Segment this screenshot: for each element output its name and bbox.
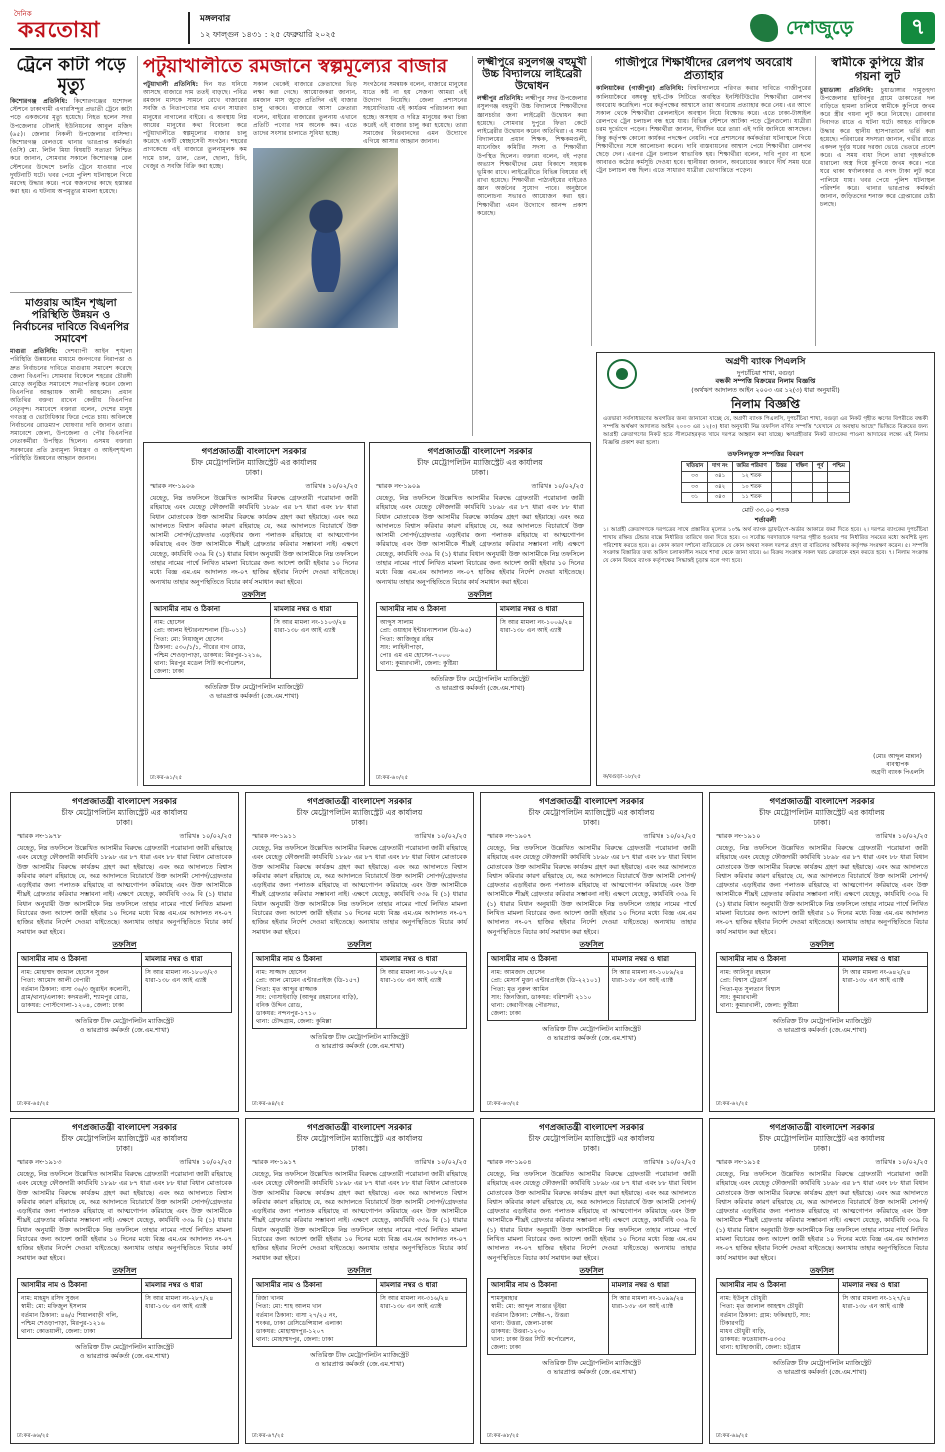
signer-office: ও ভারপ্রাপ্ত কর্মকর্তা (জে.এম.শাখা) xyxy=(777,1025,867,1034)
table-cell xyxy=(812,482,828,492)
tafsil-title: তফসিল xyxy=(112,939,137,949)
signer-title: ব্যবস্থাপক xyxy=(886,761,909,769)
col-case: মামলার নম্বর ও ধারা xyxy=(839,952,928,966)
notice-signature xyxy=(252,1033,467,1050)
notice-body: যেহেতু, নিম্ন তফসিলে উল্লেখিত আসামীর বিরুদ্ধে গ্রেফতারী পরোয়ানা জারী রহিয়াছে এবং যেহেতু ফৌজদারী কার্যবিধি ১৮৯৮ এর ৮৭ ধারা এবং ৮৮ ধারা বিধান মোতাবেক উক্ত আসামীর বিরুদ্ধে কার্যক্রম গ্রহণ করা হইয়াছে। এবং অত্র আদালতে বিশ্বাস করিবার কারণ রহিয়াছে যে, অত্র আদালতে বিচারার্থে উক্ত আসামী সোপর্দ/গ্রেফতার এড়াইবার জন্য পলাতক রহিয়াছে বা আত্মগোপন করিয়াছে এবং উক্ত আসামীকে শীঘ্রই গ্রেফতার করিবার সম্ভাবনা নাই। এক্ষণে যেহেতু, কার্যবিধি ৩৩৯ বি (১) ধারার বিধান অনুযায়ী উক্ত আসামীকে নিম্ন তফসিলে তাহার নামের পার্শ্বে লিখিত মামলা বিচারের জন্য আদেশ জারী হইবার ১০ দিনের মধ্যে বিজ্ঞ এম.এম আদালত নং-০৭ হাজির হইবার নির্দেশ দেওয়া যাইতেছে। অন্যথায় তাহার অনুপস্থিতিতে বিচার কার্য সমাধান করা হইবে। xyxy=(17,1170,232,1262)
notice-memo-row xyxy=(17,1158,232,1167)
paper-name: করতোয়া xyxy=(18,17,101,43)
table-header-row xyxy=(18,1278,232,1292)
court-notice xyxy=(369,442,591,786)
notice-body: যেহেতু, নিম্ন তফসিলে উল্লেখিত আসামীর বিরুদ্ধে গ্রেফতারী পরোয়ানা জারী রহিয়াছে এবং যেহেতু ফৌজদারী কার্যবিধি ১৮৯৮ এর ৮৭ ধারা এবং ৮৮ ধারা বিধান মোতাবেক উক্ত আসামীর বিরুদ্ধে কার্যক্রম গ্রহণ করা হইয়াছে। এবং অত্র আদালতে বিশ্বাস করিবার কারণ রহিয়াছে যে, অত্র আদালতে বিচারার্থে উক্ত আসামী সোপর্দ/গ্রেফতার এড়াইবার জন্য পলাতক রহিয়াছে বা আত্মগোপন করিয়াছে এবং উক্ত আসামীকে শীঘ্রই গ্রেফতার করিবার সম্ভাবনা নাই। এক্ষণে যেহেতু, কার্যবিধি ৩৩৯ বি (১) ধারার বিধান অনুযায়ী উক্ত আসামীকে নিম্ন তফসিলে তাহার নামের পার্শ্বে লিখিত মামলা বিচারের জন্য আদেশ জারী হইবার ১০ দিনের মধ্যে বিজ্ঞ এম.এম আদালত নং-০৭ হাজির হইবার নির্দেশ দেওয়া যাইতেছে। অন্যথায় তাহার অনুপস্থিতিতে বিচার কার্য সমাধান করা হইবে। xyxy=(716,844,928,936)
story-jewellery-robbery xyxy=(820,56,935,346)
story-body: বিশ্ববিদ্যালয়ে পরিণত করার দাবিতে গাজীপুরের কালিয়াকৈরে বঙ্গবন্ধু হাই-টেক সিটিতে অবস্থিত ইনস্টিটিউটের শিক্ষার্থীরা রেলপথ অবরোধ করেছিল। পরে কর্তৃপক্ষের আশ্বাসে তারা অবরোধ প্রত্যাহার করে নেয়। এর আগে সকাল থেকে শিক্ষার্থীরা রেললাইনে অবস্থান নিয়ে বিক্ষোভ করে। এতে ঢাকা-টাঙ্গাইল রেলপথে ট্রেন চলাচল বন্ধ হয়ে যায়। বিভিন্ন স্টেশনে আটকা পড়ে ট্রেনগুলো। যাত্রীরা চরম দুর্ভোগে পড়েন। শিক্ষার্থীরা জানান, দীর্ঘদিন ধরে তারা এই দাবি জানিয়ে আসছেন। কিন্তু কর্তৃপক্ষ কোনো কার্যকর পদক্ষেপ নেয়নি। পরে প্রশাসনের কর্মকর্তারা ঘটনাস্থলে গিয়ে শিক্ষার্থীদের সঙ্গে আলোচনা করেন। দাবি বাস্তবায়নের আশ্বাস পেয়ে শিক্ষার্থীরা রেলপথ ছেড়ে দেন। এরপর ট্রেন চলাচল স্বাভাবিক হয়। শিক্ষার্থীরা বলেন, দাবি পূরণ না হলে আবারও কঠোর কর্মসূচি দেওয়া হবে। স্থানীয়রা জানান, অবরোধের কারণে দীর্ঘ সময় ধরে ট্রেন চলাচল বন্ধ ছিল। এতে সাধারণ যাত্রীরা ভোগান্তিতে পড়েন। xyxy=(596,85,811,175)
ad-code: ঢা:কর-৬৭/২৫ xyxy=(252,1432,285,1439)
story-byline: কালিয়াকৈর (গাজীপুর) প্রতিনিধি: xyxy=(596,85,684,93)
case-details: সি আর মামলা নং-১০৮৭/২৪ ধারা-১৩৮ এন আই এ্যাক্ট xyxy=(377,967,467,1029)
notice-office: চীফ মেট্রোপলিটন ম্যাজিস্ট্রেট এর কার্যালয় xyxy=(528,1134,655,1144)
accused-details: শামসুন্নাহার স্বামী: মো: আব্দুল সাত্তার ভূঁইয়া বর্তমান ঠিকানা: সেক্টর-৭, উত্তরা থানা: উত্তরা, জেলা-ঢাকা ডাকঘর: উত্তরা-১২৩০ খানা: ঢাকা উত্তর সিটি কর্পোরেশন, জেলা: ঢাকা xyxy=(488,1293,609,1355)
accused-details: নাম: আনিসুর রহমান প্রো: বিশ্বাস ট্রেডার্স পিতা-মৃত সুলতান বিশ্বাস সাং: কুমারখালী থানা: কুমারখালী, জেলা: কুষ্টিয়া xyxy=(717,967,839,1013)
notice-memo-row xyxy=(716,832,928,841)
case-details: সি আর মামলা নং-১০৮৯/২৪ ধারা-১৩৮ এন আই এ্যাক্ট xyxy=(608,967,695,1021)
signer-office: ও ভারপ্রাপ্ত কর্মকর্তা (জে.এম.শাখা) xyxy=(79,1025,170,1034)
court-notice xyxy=(10,1118,239,1444)
table-header-row xyxy=(717,952,928,966)
accused-details: নাম: হোসেন প্রো: আলম ইন্টারন্যাশনাল (ডি-০১১) পিতা: মো: নিয়াজুল হোসেন ঠিকানা: ৫৩০/১/১, পীরের বাগ রোড, পশ্চিম শেওড়াপাড়া, ডাকঘর: মিরপুর-১২১৬, থানা: মিরপুর মডেল সিটি কর্পোরেশন, জেলা: ঢাকা xyxy=(151,617,271,679)
table-cell xyxy=(791,472,812,482)
signer-title: অতিরিক্ত চীফ মেট্রোপলিটন ম্যাজিস্ট্রেট xyxy=(772,1017,872,1026)
notice-city: ঢাকা। xyxy=(116,818,133,828)
accused-table xyxy=(252,1278,467,1347)
court-notice xyxy=(709,1118,935,1444)
table-header: দক্ষিণ xyxy=(791,462,812,472)
table-row xyxy=(682,482,850,492)
accused-details: নাম: মোহাম্মদ জামাল হোসেন সুজন পিতা: আমোদ আলী বেপারী বর্তমান ঠিকানা: বাসা ৩৬/৩ জুরাইন কলোনী, গ্রাম/থানা/এলাকা: কদমতলী, শ্যামপুর রোড, ডাকঘর: পোস্টগোলা-১২০৪, জেলা: ঢাকা xyxy=(18,967,142,1013)
story-body: চুয়াডাঙ্গার দামুড়হুদা উপজেলার হাবিবপুর গ্রামে ডাকাতের দল বাড়িতে হামলা চালিয়ে স্বামীকে কুপিয়ে জখম করে স্ত্রীর গয়না লুট করে নিয়েছে। রোববার দিবাগত রাতে এ ঘটনা ঘটে। আহত ব্যক্তিকে উদ্ধার করে স্থানীয় হাসপাতালে ভর্তি করা হয়েছে। পরিবারের সদস্যরা জানান, গভীর রাতে একদল দুর্বৃত্ত ঘরের দরজা ভেঙে ভেতরে প্রবেশ করে। এ সময় বাধা দিলে তারা গৃহকর্তাকে ধারালো অস্ত্র দিয়ে কুপিয়ে জখম করে। পরে ঘরে থাকা স্বর্ণালংকার ও নগদ টাকা লুট করে পালিয়ে যায়। খবর পেয়ে পুলিশ ঘটনাস্থল পরিদর্শন করে। থানার ভারপ্রাপ্ত কর্মকর্তা জানান, জড়িতদের শনাক্ত করে গ্রেপ্তারের চেষ্টা চলছে। xyxy=(820,86,935,209)
court-notice xyxy=(245,1118,474,1444)
story-magura-rally xyxy=(10,297,132,785)
story-headline: গাজীপুরে শিক্ষার্থীদের রেলপথ অবরোধ প্রত্যাহার xyxy=(614,56,793,83)
story-body: লক্ষ্মীপুর সদর উপজেলার রসুলগঞ্জ বহুমুখী উচ্চ বিদ্যালয়ে শিক্ষার্থীদের জ্ঞানচর্চার জন্য লাইব্রেরী উদ্বোধন করা হয়েছে। সোমবার দুপুরে ফিতা কেটে লাইব্রেরীর উদ্বোধন করেন অতিথিরা। এ সময় বিদ্যালয়ের প্রধান শিক্ষক, শিক্ষকমণ্ডলী, ম্যানেজিং কমিটির সদস্য ও শিক্ষার্থীরা উপস্থিত ছিলেন। বক্তারা বলেন, বই পড়ার অভ্যাস শিক্ষার্থীদের মেধা বিকাশে সহায়ক ভূমিকা রাখে। লাইব্রেরীতে বিভিন্ন বিষয়ের বই রাখা হয়েছে। শিক্ষার্থীরা পাঠ্যবইয়ের বাইরেও জ্ঞান অর্জনের সুযোগ পাবে। অনুষ্ঠানে আলোচনা সভারও আয়োজন করা হয়। শিক্ষার্থীরা এমন উদ্যোগে আনন্দ প্রকাশ করেছে। xyxy=(477,95,587,217)
notice-government: গণপ্রজাতন্ত্রী বাংলাদেশ সরকার xyxy=(307,797,412,807)
table-cell: ১২ শতক xyxy=(732,472,771,482)
notice-city: ঢাকা। xyxy=(471,468,489,478)
table-cell xyxy=(812,472,828,482)
tafsil-title: তফসিল xyxy=(112,1265,137,1275)
story-body: দিন যত ঘনিয়ে আসছে বাজারে দাম ততই বাড়ছে। পবিত্র রমজান মাসকে সামনে রেখে বাজারের সবজি ও নিত্যপণ্যের দাম এখন সাধারণ মানুষের নাগালের বাইরে। এ অবস্থায় নিম্ন আয়ের মানুষের কথা বিবেচনা করে পটুয়াখালীতে স্বল্পমূল্যের বাজার চালু করেছে একটি স্বেচ্ছাসেবী সংগঠন। শহরের প্রাণকেন্দ্রে এই বাজারে তুলনামূলক কম দামে চাল, ডাল, তেল, ছোলা, চিনি, খেজুর ও সবজি বিক্রি করা হচ্ছে। xyxy=(143,80,247,170)
table-cell xyxy=(812,492,828,502)
notice-body: যেহেতু, নিম্ন তফসিলে উল্লেখিত আসামীর বিরুদ্ধে গ্রেফতারী পরোয়ানা জারী রহিয়াছে এবং যেহেতু ফৌজদারী কার্যবিধি ১৮৯৮ এর ৮৭ ধারা এবং ৮৮ ধারা বিধান মোতাবেক উক্ত আসামীর বিরুদ্ধে কার্যক্রম গ্রহণ করা হইয়াছে। এবং অত্র আদালতে বিশ্বাস করিবার কারণ রহিয়াছে যে, অত্র আদালতে বিচারার্থে উক্ত আসামী সোপর্দ/গ্রেফতার এড়াইবার জন্য পলাতক রহিয়াছে বা আত্মগোপন করিয়াছে এবং উক্ত আসামীকে শীঘ্রই গ্রেফতার করিবার সম্ভাবনা নাই। এক্ষণে যেহেতু, কার্যবিধি ৩৩৯ বি (১) ধারার বিধান অনুযায়ী উক্ত আসামীকে নিম্ন তফসিলে তাহার নামের পার্শ্বে লিখিত মামলা বিচারের জন্য আদেশ জারী হইবার ১০ দিনের মধ্যে বিজ্ঞ এম.এম আদালত নং-০৭ হাজির হইবার নির্দেশ দেওয়া যাইতেছে। অন্যথায় তাহার অনুপস্থিতিতে বিচার কার্য সমাধান করা হইবে। xyxy=(716,1170,928,1262)
masthead-divider xyxy=(188,12,190,44)
memo-number: স্মারক নং-১৯০৪ xyxy=(487,1158,532,1167)
notice-memo-row xyxy=(150,482,358,491)
property-table-caption: তফসিলভুক্ত সম্পত্তির বিবরণ xyxy=(727,449,804,458)
notice-office: চীফ মেট্রোপলিটন ম্যাজিস্ট্রেট এর কার্যালয় xyxy=(61,1134,188,1144)
table-header-row xyxy=(253,952,467,966)
notice-signature xyxy=(716,1359,928,1376)
notice-city: ঢাকা। xyxy=(351,1144,368,1154)
col-accused: আসামীর নাম ও ঠিকানা xyxy=(488,952,609,966)
ad-code: ঢা:কর-৬৩/২৫ xyxy=(487,1100,520,1107)
table-row xyxy=(18,1293,232,1339)
col-accused: আসামীর নাম ও ঠিকানা xyxy=(377,602,497,616)
signer-office: ও ভারপ্রাপ্ত কর্মকর্তা (জে.এম.শাখা) xyxy=(314,1041,405,1050)
notice-government: গণপ্রজাতন্ত্রী বাংলাদেশ সরকার xyxy=(539,1123,644,1133)
table-cell: ৩৪১ xyxy=(708,472,732,482)
notice-signature xyxy=(17,1343,232,1360)
story-gazipur-blockade xyxy=(596,56,811,346)
notice-memo-row xyxy=(252,832,467,841)
story-byline: লক্ষ্মীপুর প্রতিনিধি: xyxy=(477,95,524,103)
bank-signature xyxy=(871,753,924,777)
case-details: সি আর মামলা নং-৬৪২/২৪ ধারা-১৩৮ এন আই এ্যাক্ট xyxy=(839,967,928,1013)
column-divider xyxy=(137,56,138,786)
notice-city: ঢাকা। xyxy=(116,1144,133,1154)
memo-date: তারিখঃ ১০/০২/২৫ xyxy=(414,832,467,841)
court-notice xyxy=(245,792,474,1112)
signer-title: অতিরিক্ত চীফ মেট্রোপলিটন ম্যাজিস্ট্রেট xyxy=(75,1343,174,1352)
market-photo xyxy=(253,148,398,328)
case-details: সি আর মামলা নং-১০০৯/২৪ ধারা-১৩৮ এন আই এ্যাক্ট xyxy=(497,617,584,671)
tafsil-title: তফসিল xyxy=(579,939,604,949)
story-headline: স্বামীকে কুপিয়ে স্ত্রীর গয়না লুট xyxy=(831,56,924,83)
signer-title: অতিরিক্ত চীফ মেট্রোপলিটন ম্যাজিস্ট্রেট xyxy=(310,1033,409,1042)
ad-code: ঢা:কর-৬১/২৫ xyxy=(150,774,183,781)
tafsil-title: তফসিল xyxy=(347,1265,372,1275)
signer-office: ও ভারপ্রাপ্ত কর্মকর্তা (জে.এম.শাখা) xyxy=(314,1359,405,1368)
notice-signature xyxy=(376,675,584,692)
table-cell xyxy=(828,492,849,502)
memo-number: স্মারক নং-১৯০৭ xyxy=(487,832,532,841)
table-cell xyxy=(828,472,849,482)
notice-government: গণপ্রজাতন্ত্রী বাংলাদেশ সরকার xyxy=(72,797,177,807)
story-headline: লক্ষ্মীপুরে রসুলগঞ্জ বহুমুখী উচ্চ বিদ্যালয়ে লাইব্রেরী উদ্বোধন xyxy=(477,56,587,93)
court-notice xyxy=(143,442,365,786)
memo-number: স্মারক নং-১৯৭৮ xyxy=(17,832,62,841)
memo-number: স্মারক নং-১৯১৭ xyxy=(252,1158,297,1167)
signer-office: ও ভারপ্রাপ্ত কর্মকর্তা (জে.এম.শাখা) xyxy=(209,691,299,700)
column-divider xyxy=(815,56,816,346)
ad-code: ঢা:কর-৬৫/২৫ xyxy=(17,1100,50,1107)
table-row xyxy=(253,967,467,1029)
accused-table xyxy=(150,602,358,680)
col-accused: আসামীর নাম ও ঠিকানা xyxy=(717,1278,839,1292)
property-total: মোট ৩৩.০০ শতক xyxy=(741,505,790,514)
case-details: সি আর মামলা নং-১২৭/২৪ ধারা-১৩৮ এন আই এ্যাক্ট xyxy=(839,1293,928,1355)
table-header-row xyxy=(253,1278,467,1292)
issue-date: ১২ ফাল্গুন ১৪৩১ : ২৫ ফেব্রুয়ারি ২০২৫ xyxy=(200,30,336,39)
col-case: মামলার নম্বর ও ধারা xyxy=(271,602,358,616)
table-header: উত্তর xyxy=(771,462,791,472)
tafsil-title: তফসিল xyxy=(241,589,267,599)
table-row xyxy=(717,1293,928,1355)
table-row xyxy=(253,1293,467,1347)
table-header: দাগ নং xyxy=(708,462,732,472)
table-cell xyxy=(771,482,791,492)
story-train-accident xyxy=(10,56,132,288)
notice-city: ঢাকা। xyxy=(583,1144,600,1154)
memo-date: তারিখঃ ১০/০২/২৫ xyxy=(643,1158,696,1167)
table-row xyxy=(682,492,850,502)
signer-title: অতিরিক্ত চীফ মেট্রোপলিটন ম্যাজিস্ট্রেট xyxy=(542,1025,641,1034)
table-header-row xyxy=(488,1278,696,1292)
issue-day: মঙ্গলবার xyxy=(200,14,231,24)
table-header-row xyxy=(717,1278,928,1292)
table-header: পূর্ব xyxy=(812,462,828,472)
signer-office: ও ভারপ্রাপ্ত কর্মকর্তা (জে.এম.শাখা) xyxy=(546,1033,637,1042)
story-lakshmipur-library xyxy=(477,56,587,436)
notice-memo-row xyxy=(252,1158,467,1167)
col-case: মামলার নম্বর ও ধারা xyxy=(377,1278,467,1292)
signer-branch: অগ্রণী ব্যাংক পিএলসি xyxy=(871,769,924,777)
bank-logo-icon xyxy=(607,359,637,389)
col-case: মামলার নম্বর ও ধারা xyxy=(377,952,467,966)
notice-office: চীফ মেট্রোপলিটন ম্যাজিস্ট্রেট এর কার্যালয় xyxy=(61,808,188,818)
bank-branch: দুপচাঁচিয়া শাখা, বগুড়া xyxy=(736,368,795,377)
notice-body: যেহেতু, নিম্ন তফসিলে উল্লেখিত আসামীর বিরুদ্ধে গ্রেফতারী পরোয়ানা জারী রহিয়াছে এবং যেহেতু ফৌজদারী কার্যবিধি ১৮৯৮ এর ৮৭ ধারা এবং ৮৮ ধারা বিধান মোতাবেক উক্ত আসামীর বিরুদ্ধে কার্যক্রম গ্রহণ করা হইয়াছে। এবং অত্র আদালতে বিশ্বাস করিবার কারণ রহিয়াছে যে, অত্র আদালতে বিচারার্থে উক্ত আসামী সোপর্দ/গ্রেফতার এড়াইবার জন্য পলাতক রহিয়াছে বা আত্মগোপন করিয়াছে এবং উক্ত আসামীকে শীঘ্রই গ্রেফতার করিবার সম্ভাবনা নাই। এক্ষণে যেহেতু, কার্যবিধি ৩৩৯ বি (১) ধারার বিধান অনুযায়ী উক্ত আসামীকে নিম্ন তফসিলে তাহার নামের পার্শ্বে লিখিত মামলা বিচারের জন্য আদেশ জারী হইবার ১০ দিনের মধ্যে বিজ্ঞ এম.এম আদালত নং-০৭ হাজির হইবার নির্দেশ দেওয়া যাইতেছে। অন্যথায় তাহার অনুপস্থিতিতে বিচার কার্য সমাধান করা হইবে। xyxy=(376,494,584,586)
property-table xyxy=(681,461,850,503)
ad-code: ক/বগুড়া-১৮/২৫ xyxy=(603,773,641,780)
story-headline: মাগুরায় আইন শৃঙ্খলা পরিস্থিতি উন্নয়ন ও নির্বাচনের দাবিতে বিএনপির সমাবেশ xyxy=(13,297,129,346)
notice-office: চীফ মেট্রোপলিটন ম্যাজিস্ট্রেট এর কার্যালয় xyxy=(759,1134,885,1144)
notice-government: গণপ্রজাতন্ত্রী বাংলাদেশ সরকার xyxy=(201,447,307,457)
table-header-row xyxy=(488,952,696,966)
notice-government: গণপ্রজাতন্ত্রী বাংলাদেশ সরকার xyxy=(427,447,533,457)
col-case: মামলার নম্বর ও ধারা xyxy=(608,952,695,966)
newspaper-logo xyxy=(10,10,180,46)
table-cell: ১০ শতক xyxy=(732,482,771,492)
signer-name: (মোঃ আব্দুল মান্নান) xyxy=(873,753,922,761)
notice-office: চীফ মেট্রোপলিটন ম্যাজিস্ট্রেট এর কার্যালয় xyxy=(296,1134,423,1144)
col-accused: আসামীর নাম ও ঠিকানা xyxy=(18,1278,142,1292)
story-body: দেশব্যাপী আইন শৃঙ্খলা পরিস্থিতি উন্নয়নের মাধ্যমে জনগণের নিরাপত্তা ও দ্রুত নির্বাচনের দাবিতে মাগুরায় সমাবেশ করেছে জেলা বিএনপি। সোমবার বিকেলে শহরের চৌরঙ্গী মোড়ে অনুষ্ঠিত সমাবেশে সভাপতিত্ব করেন জেলা বিএনপির আহ্বায়ক আলী আহমেদ। প্রধান অতিথির বক্তব্য রাখেন কেন্দ্রীয় বিএনপির নেতৃবৃন্দ। সমাবেশে বক্তারা বলেন, দেশের মানুষ গণতন্ত্র ও ভোটাধিকার ফিরে পেতে চায়। অবিলম্বে নির্বাচনের রোডম্যাপ ঘোষণার দাবি জানান তারা। সমাবেশে জেলা, উপজেলা ও পৌর বিএনপির নেতাকর্মীরা উপস্থিত ছিলেন। এসময় বক্তারা সরকারের প্রতি দ্রব্যমূল্য নিয়ন্ত্রণ ও আইনশৃঙ্খলা পরিস্থিতি উন্নয়নের আহ্বান জানান। xyxy=(10,348,132,462)
story-byline: মাগুরা প্রতিনিধি: xyxy=(10,348,58,356)
table-cell: ৩৩ xyxy=(682,472,708,482)
case-details: সি আর মামলা নং-২৮৭/২৪ ধারা-১৩৮ এন আই এ্যাক্ট xyxy=(142,1293,232,1339)
notice-signature xyxy=(487,1025,696,1042)
notice-signature xyxy=(150,683,358,700)
case-details: সি আর মামলা নং-৩১৬/২৪ ধারা-১৩৮ এন আই এ্যাক্ট xyxy=(377,1293,467,1347)
table-row xyxy=(488,967,696,1021)
col-accused: আসামীর নাম ও ঠিকানা xyxy=(488,1278,609,1292)
memo-date: তারিখঃ ১০/০২/২৫ xyxy=(531,482,584,491)
court-notice xyxy=(480,1118,703,1444)
signer-title: অতিরিক্ত চীফ মেট্রোপলিটন ম্যাজিস্ট্রেট xyxy=(75,1017,174,1026)
tafsil-title: তফসিল xyxy=(579,1265,604,1275)
notice-memo-row xyxy=(487,1158,696,1167)
story-headline: পটুয়াখালীতে রমজানে স্বল্পমূল্যের বাজার xyxy=(143,56,468,78)
table-row xyxy=(151,617,358,679)
auction-title: নিলাম বিজ্ঞপ্তি xyxy=(731,397,800,412)
col-accused: আসামীর নাম ও ঠিকানা xyxy=(253,952,377,966)
memo-date: তারিখঃ ১০/০২/২৫ xyxy=(643,832,696,841)
tafsil-title: তফসিল xyxy=(809,939,835,949)
signer-office: ও ভারপ্রাপ্ত কর্মকর্তা (জে.এম.শাখা) xyxy=(546,1367,637,1376)
table-cell xyxy=(791,492,812,502)
notice-office: চীফ মেট্রোপলিটন ম্যাজিস্ট্রেট এর কার্যালয় xyxy=(759,808,885,818)
case-details: সি আর মামলা নং-১১০৩/২৪ ধারা-১৩৮ এন আই এ্যাক্ট xyxy=(271,617,358,679)
notice-city: ঢাকা। xyxy=(245,468,263,478)
col-accused: আসামীর নাম ও ঠিকানা xyxy=(18,952,142,966)
notice-government: গণপ্রজাতন্ত্রী বাংলাদেশ সরকার xyxy=(769,797,875,807)
notice-body: যেহেতু, নিম্ন তফসিলে উল্লেখিত আসামীর বিরুদ্ধে গ্রেফতারী পরোয়ানা জারী রহিয়াছে এবং যেহেতু ফৌজদারী কার্যবিধি ১৮৯৮ এর ৮৭ ধারা এবং ৮৮ ধারা বিধান মোতাবেক উক্ত আসামীর বিরুদ্ধে কার্যক্রম গ্রহণ করা হইয়াছে। এবং অত্র আদালতে বিশ্বাস করিবার কারণ রহিয়াছে যে, অত্র আদালতে বিচারার্থে উক্ত আসামী সোপর্দ/গ্রেফতার এড়াইবার জন্য পলাতক রহিয়াছে বা আত্মগোপন করিয়াছে এবং উক্ত আসামীকে শীঘ্রই গ্রেফতার করিবার সম্ভাবনা নাই। এক্ষণে যেহেতু, কার্যবিধি ৩৩৯ বি (১) ধারার বিধান অনুযায়ী উক্ত আসামীকে নিম্ন তফসিলে তাহার নামের পার্শ্বে লিখিত মামলা বিচারের জন্য আদেশ জারী হইবার ১০ দিনের মধ্যে বিজ্ঞ এম.এম আদালত নং-০৭ হাজির হইবার নির্দেশ দেওয়া যাইতেছে। অন্যথায় তাহার অনুপস্থিতিতে বিচার কার্য সমাধান করা হইবে। xyxy=(487,844,696,936)
accused-table xyxy=(487,1278,696,1356)
notice-city: ঢাকা। xyxy=(351,818,368,828)
notice-government: গণপ্রজাতন্ত্রী বাংলাদেশ সরকার xyxy=(769,1123,875,1133)
notice-memo-row xyxy=(487,832,696,841)
notice-city: ঢাকা। xyxy=(813,1144,831,1154)
story-headline: ট্রেনে কাটা পড়ে মৃত্যু xyxy=(16,56,126,95)
col-case: মামলার নম্বর ও ধারা xyxy=(839,1278,928,1292)
col-case: মামলার নম্বর ও ধারা xyxy=(608,1278,695,1292)
table-cell xyxy=(771,492,791,502)
memo-date: তারিখঃ ১০/০২/২৫ xyxy=(875,832,928,841)
notice-office: চীফ মেট্রোপলিটন ম্যাজিস্ট্রেট এর কার্যালয় xyxy=(191,458,317,468)
col-accused: আসামীর নাম ও ঠিকানা xyxy=(717,952,839,966)
notice-signature xyxy=(17,1017,232,1034)
bangladesh-map-icon xyxy=(750,14,778,42)
ad-code: ঢা:কর-৬৯/২৫ xyxy=(716,1432,749,1439)
signer-title: অতিরিক্ত চীফ মেট্রোপলিটন ম্যাজিস্ট্রেট xyxy=(430,675,530,684)
table-row xyxy=(18,967,232,1013)
signer-title: অতিরিক্ত চীফ মেট্রোপলিটন ম্যাজিস্ট্রেট xyxy=(204,683,304,692)
signer-office: ও ভারপ্রাপ্ত কর্মকর্তা (জে.এম.শাখা) xyxy=(435,683,525,692)
signer-office: ও ভারপ্রাপ্ত কর্মকর্তা (জে.এম.শাখা) xyxy=(79,1351,170,1360)
notice-signature xyxy=(716,1017,928,1034)
terms-body: ১। আগ্রহী ক্রেতাগণকে দরপত্রের সাথে প্রস্তাবিত মূল্যের ১০% অর্থ ব্যাংক ড্রাফট/পে-অর্ডার আকারে জমা দিতে হবে। ২। দরপত্র ব্যাংকের দুপচাঁচিয়া শাখায় রক্ষিত টেন্ডার বাক্সে নির্ধারিত তারিখে জমা দিতে হবে। ৩। সর্বোচ্চ দরদাতাকে দরপত্র গৃহীত হওয়ার পর নির্ধারিত সময়ের মধ্যে অবশিষ্ট মূল্য পরিশোধ করতে হবে। ৪। কোন কারণ দর্শানো ব্যতিরেকে যে কোন অথবা সকল দরপত্র গ্রহণ বা বাতিলের অধিকার কর্তৃপক্ষ সংরক্ষণ করেন। ৫। সম্পত্তি সংক্রান্ত বিস্তারিত তথ্য অফিস চলাকালীন সময়ে শাখা থেকে জানা যাবে। ৬। বিক্রয় সংক্রান্ত সকল খরচ ক্রেতাকে বহন করতে হবে। ৭। নিলাম সংক্রান্ত যে কোন বিষয়ে ব্যাংক কর্তৃপক্ষের সিদ্ধান্তই চূড়ান্ত বলে গণ্য হবে। xyxy=(603,526,928,565)
accused-details: আব্দুস সালাম প্রো: ওয়াহাব ইন্টারন্যাশনাল (ডি-৯৫) পিতা: আজিজুর রহিম সাং: লাহিনীপাড়া, পোঃ এম এম হোসেন-৭০০০ থানা: কুমারখালী, জেলা: কুষ্টিয়া xyxy=(377,617,497,671)
story-body: কিশোরগঞ্জের যশোদল স্টেশনে ঢাকাগামী এগারসিন্দুর প্রভাতী ট্রেনে কাটা পড়ে একজনের মৃত্যু হয়েছে। নিহত হলেন সদর উপজেলার বৌলাই ইউনিয়নের আবুল মজিদ (৬৫)। জেলার নিকলী উপজেলার বাসিন্দা। কিশোরগঞ্জ রেলওয়ে থানার ভারপ্রাপ্ত কর্মকর্তা (ওসি) মো. লিটন মিয়া বিষয়টি সত্যতা নিশ্চিত করে জানান, সোমবার সকালে কিশোরগঞ্জ রেল স্টেশনের উদ্দেশে চলতি ট্রেনে যাওয়ার পথে দুর্ঘটনাটি ঘটে। খবর পেয়ে পুলিশ ঘটনাস্থলে গিয়ে মরদেহ উদ্ধার করে। পরে স্বজনদের কাছে হস্তান্তর করা হয়। এ ঘটনায় অপমৃত্যুর মামলা হয়েছে। xyxy=(10,98,132,196)
page-number: ৭ xyxy=(901,12,935,44)
notice-city: ঢাকা। xyxy=(813,818,831,828)
notice-government: গণপ্রজাতন্ত্রী বাংলাদেশ সরকার xyxy=(72,1123,177,1133)
paper-small-label: দৈনিক xyxy=(14,10,32,18)
signer-title: অতিরিক্ত চীফ মেট্রোপলিটন ম্যাজিস্ট্রেট xyxy=(310,1351,409,1360)
table-row xyxy=(377,617,584,671)
ad-code: ঢা:কর-৬৮/২৫ xyxy=(487,1432,520,1439)
memo-date: তারিখঃ ১০/০২/২৫ xyxy=(305,482,358,491)
accused-table xyxy=(17,952,232,1013)
story-body: সকাল থেকেই বাজারে ক্রেতাদের ভিড় লক্ষ্য করা গেছে। আয়োজকরা জানান, রমজান মাস জুড়ে প্রতিদিন এই বাজার চালু থাকবে। বাজারে আসা ক্রেতারা বলেন, বাইরের বাজারের তুলনায় এখানে প্রতিটি পণ্যের দাম অনেক কম। এতে তাদের সংসার চালাতে সুবিধা হচ্ছে। xyxy=(253,80,357,137)
tafsil-title: তফসিল xyxy=(467,589,493,599)
notice-body: যেহেতু, নিম্ন তফসিলে উল্লেখিত আসামীর বিরুদ্ধে গ্রেফতারী পরোয়ানা জারী রহিয়াছে এবং যেহেতু ফৌজদারী কার্যবিধি ১৮৯৮ এর ৮৭ ধারা এবং ৮৮ ধারা বিধান মোতাবেক উক্ত আসামীর বিরুদ্ধে কার্যক্রম গ্রহণ করা হইয়াছে। এবং অত্র আদালতে বিশ্বাস করিবার কারণ রহিয়াছে যে, অত্র আদালতে বিচারার্থে উক্ত আসামী সোপর্দ/গ্রেফতার এড়াইবার জন্য পলাতক রহিয়াছে বা আত্মগোপন করিয়াছে এবং উক্ত আসামীকে শীঘ্রই গ্রেফতার করিবার সম্ভাবনা নাই। এক্ষণে যেহেতু, কার্যবিধি ৩৩৯ বি (১) ধারার বিধান অনুযায়ী উক্ত আসামীকে নিম্ন তফসিলে তাহার নামের পার্শ্বে লিখিত মামলা বিচারের জন্য আদেশ জারী হইবার ১০ দিনের মধ্যে বিজ্ঞ এম.এম আদালত নং-০৭ হাজির হইবার নির্দেশ দেওয়া যাইতেছে। অন্যথায় তাহার অনুপস্থিতিতে বিচার কার্য সমাধান করা হইবে। xyxy=(150,494,358,586)
accused-details: নাম: ইউনুস চৌধুরী পিতা: মৃত জালাল আহম্মদ চৌধুরী বর্তমান ঠিকানা: গ্রাম: ফকিরহাট, সাং: টিকারগট্টি মাধব চৌধুরী বাড়ি, ডাকঘর: ফতেয়াবাদ-৪৩৩৫ থানা: হাটহাজারী, জেলা: চট্টগ্রাম xyxy=(717,1293,839,1355)
notice-office: চীফ মেট্রোপলিটন ম্যাজিস্ট্রেট এর কার্যালয় xyxy=(296,808,423,818)
notice-city: ঢাকা। xyxy=(583,818,600,828)
signer-title: অতিরিক্ত চীফ মেট্রোপলিটন ম্যাজিস্ট্রেট xyxy=(772,1359,872,1368)
col-accused: আসামীর নাম ও ঠিকানা xyxy=(151,602,271,616)
court-notice xyxy=(709,792,935,1112)
story-byline: চুয়াডাঙ্গা প্রতিনিধি: xyxy=(820,86,874,94)
accused-table xyxy=(487,952,696,1021)
section-banner xyxy=(720,12,935,44)
signer-office: ও ভারপ্রাপ্ত কর্মকর্তা (জে.এম.শাখা) xyxy=(777,1367,867,1376)
notice-signature xyxy=(252,1351,467,1368)
table-header-row xyxy=(151,602,358,616)
bank-notice-law: (অর্থঋণ আদালত আইন ২০০৩ এর ১২(৩) ধারা অনুযায়ী) xyxy=(691,386,840,395)
tafsil-title: তফসিল xyxy=(347,939,372,949)
memo-date: তারিখঃ ১০/০২/২৫ xyxy=(179,832,232,841)
memo-number: স্মারক নং-১৯১৩ xyxy=(17,1158,62,1167)
table-cell xyxy=(828,482,849,492)
table-cell: ৩১ xyxy=(682,492,708,502)
case-details: সি আর মামলা নং-১০৯৯/২৪ ধারা-১৩৮ এন আই এ্যাক্ট xyxy=(608,1293,695,1355)
accused-details: নাম: মাহমুদ রসিদ সুজন স্বামী: মো: মফিজুল ইসলাম বর্তমান ঠিকানা: ৪৬/৫ শিয়ালবাড়ী গলি, পশ্চিম শেওড়াপাড়া, মিরপুর-১২১৬ থানা: কোতয়ালী, জেলা: ঢাকা xyxy=(18,1293,142,1339)
memo-date: তারিখঃ ১০/০২/২৫ xyxy=(414,1158,467,1167)
memo-number: স্মারক নং-১৯১০ xyxy=(716,832,761,841)
column-divider xyxy=(591,56,592,346)
memo-number: স্মারক নং-১৯১১ xyxy=(252,832,297,841)
table-header: পশ্চিম xyxy=(828,462,849,472)
col-case: মামলার নম্বর ও ধারা xyxy=(142,952,232,966)
bank-notice-subtitle: বন্ধকী সম্পত্তি বিক্রয়ের নিলাম বিজ্ঞপ্তি xyxy=(715,377,816,386)
masthead xyxy=(10,8,935,50)
table-row xyxy=(488,1293,696,1355)
accused-table xyxy=(252,952,467,1030)
notice-government: গণপ্রজাতন্ত্রী বাংলাদেশ সরকার xyxy=(307,1123,412,1133)
court-notice xyxy=(480,792,703,1112)
notice-body: যেহেতু, নিম্ন তফসিলে উল্লেখিত আসামীর বিরুদ্ধে গ্রেফতারী পরোয়ানা জারী রহিয়াছে এবং যেহেতু ফৌজদারী কার্যবিধি ১৮৯৮ এর ৮৭ ধারা এবং ৮৮ ধারা বিধান মোতাবেক উক্ত আসামীর বিরুদ্ধে কার্যক্রম গ্রহণ করা হইয়াছে। এবং অত্র আদালতে বিশ্বাস করিবার কারণ রহিয়াছে যে, অত্র আদালতে বিচারার্থে উক্ত আসামী সোপর্দ/গ্রেফতার এড়াইবার জন্য পলাতক রহিয়াছে বা আত্মগোপন করিয়াছে এবং উক্ত আসামীকে শীঘ্রই গ্রেফতার করিবার সম্ভাবনা নাই। এক্ষণে যেহেতু, কার্যবিধি ৩৩৯ বি (১) ধারার বিধান অনুযায়ী উক্ত আসামীকে নিম্ন তফসিলে তাহার নামের পার্শ্বে লিখিত মামলা বিচারের জন্য আদেশ জারী হইবার ১০ দিনের মধ্যে বিজ্ঞ এম.এম আদালত নং-০৭ হাজির হইবার নির্দেশ দেওয়া যাইতেছে। অন্যথায় তাহার অনুপস্থিতিতে বিচার কার্য সমাধান করা হইবে। xyxy=(17,844,232,936)
notice-body: যেহেতু, নিম্ন তফসিলে উল্লেখিত আসামীর বিরুদ্ধে গ্রেফতারী পরোয়ানা জারী রহিয়াছে এবং যেহেতু ফৌজদারী কার্যবিধি ১৮৯৮ এর ৮৭ ধারা এবং ৮৮ ধারা বিধান মোতাবেক উক্ত আসামীর বিরুদ্ধে কার্যক্রম গ্রহণ করা হইয়াছে। এবং অত্র আদালতে বিশ্বাস করিবার কারণ রহিয়াছে যে, অত্র আদালতে বিচারার্থে উক্ত আসামী সোপর্দ/গ্রেফতার এড়াইবার জন্য পলাতক রহিয়াছে বা আত্মগোপন করিয়াছে এবং উক্ত আসামীকে শীঘ্রই গ্রেফতার করিবার সম্ভাবনা নাই। এক্ষণে যেহেতু, কার্যবিধি ৩৩৯ বি (১) ধারার বিধান অনুযায়ী উক্ত আসামীকে নিম্ন তফসিলে তাহার নামের পার্শ্বে লিখিত মামলা বিচারের জন্য আদেশ জারী হইবার ১০ দিনের মধ্যে বিজ্ঞ এম.এম আদালত নং-০৭ হাজির হইবার নির্দেশ দেওয়া যাইতেছে। অন্যথায় তাহার অনুপস্থিতিতে বিচার কার্য সমাধান করা হইবে। xyxy=(487,1170,696,1262)
memo-number: স্মারক নং-১৯১৫ xyxy=(716,1158,761,1167)
table-header-row xyxy=(18,952,232,966)
table-header: খতিয়ান xyxy=(682,462,708,472)
story-body: সংগঠনের সমন্বয়ক বলেন, বাজারে মানুষের যাতে কষ্ট না হয় সেজন্য আমরা এই উদ্যোগ নিয়েছি। জেলা প্রশাসনের সহযোগিতায় এই কার্যক্রম পরিচালনা করা হচ্ছে। অসহায় ও দরিদ্র মানুষের কথা চিন্তা করেই এই বাজার চালু করা হয়েছে। তারা সমাজের বিত্তবানদের এমন উদ্যোগে এগিয়ে আসার আহ্বান জানান। xyxy=(363,80,467,146)
case-details: সি আর মামলা নং-১৮০৩/২৩ ধারা-১৩৮ এন আই এ্যাক্ট xyxy=(142,967,232,1013)
col-case: মামলার নম্বর ও ধারা xyxy=(142,1278,232,1292)
memo-date: তারিখঃ ১০/০২/২৫ xyxy=(875,1158,928,1167)
accused-table xyxy=(716,952,928,1013)
table-row xyxy=(717,967,928,1013)
notice-memo-row xyxy=(716,1158,928,1167)
memo-number: স্মারক নং-১৯০৯ xyxy=(376,482,421,491)
accused-details: নাম: সাজ্জাদ হোসেন প্রো: আল মোমেন এন্টারপ্রাইজ (ডি-১৫৭) পিতা: মৃত আব্দুর রাজ্জাক সাং: গোসাইবাড়ি (আব্দুর রহমানের বাড়ি), বনিক উদ্দিন রোড, ডাকঘর: নন্দনপুর-১৭১০ থানা: চৌদ্দগ্রাম, জেলা: কুমিল্লা xyxy=(253,967,377,1029)
table-header: জমির পরিমাণ xyxy=(732,462,771,472)
story-byline: কিশোরগঞ্জ প্রতিনিধি: xyxy=(10,98,68,106)
table-cell xyxy=(771,472,791,482)
notice-government: গণপ্রজাতন্ত্রী বাংলাদেশ সরকার xyxy=(539,797,644,807)
accused-details: নাম: আমজাদ হোসেন প্রো: মেসার্স মুক্তা এন্টারপ্রাইজ (ডি-২২১০১) পিতা: মৃত নুরুল আমিন সাং: জিনজিরা, ডাকঘর: বরিশালী ২১১০ থানা: কেরাণীগঞ্জ পৌরসভা, জেলা: ঢাকা xyxy=(488,967,609,1021)
accused-table xyxy=(716,1278,928,1356)
bank-auction-notice xyxy=(596,352,935,786)
table-row xyxy=(682,472,850,482)
court-notice xyxy=(10,792,239,1112)
notice-memo-row xyxy=(376,482,584,491)
table-cell: ৩৩ xyxy=(682,482,708,492)
column-divider xyxy=(472,56,473,436)
ad-code: ঢা:কর-৬৬/২৫ xyxy=(17,1432,50,1439)
ad-code: ঢা:কর-৬৪/২৫ xyxy=(252,1100,285,1107)
ad-code: ঢা:কর-৬২/২৫ xyxy=(716,1100,749,1107)
table-cell: ১১ শতক xyxy=(732,492,771,502)
story-byline: পটুয়াখালী প্রতিনিধি: xyxy=(143,80,199,88)
auction-body: এতদ্বারা সর্বসাধারণের অবগতির জন্য জানানো যাচ্ছে যে, অগ্রণী ব্যাংক পিএলসি, দুপচাঁচিয়া শাখা, বগুড়া এর নিকট গৃহীত ঋণের বিপরীতে বন্ধকী সম্পত্তি অর্থঋণ আদালত আইন ২০০৩ এর ১২(৩) ধারা অনুযায়ী নিম্ন তফসিল বর্ণিত সম্পত্তি "যেখানে যে অবস্থায় আছে" ভিত্তিতে বিক্রয়ের জন্য আগ্রহী ক্রেতাগণের নিকট হতে সীলমোহরকৃত খামে দরপত্র আহ্বান করা যাচ্ছে। ঋণগ্রহীতার নিকট ব্যাংকের পাওনা আদায়ের লক্ষ্যে এই নিলাম বিজ্ঞপ্তি প্রকাশ করা হলো। xyxy=(603,416,928,446)
notice-office: চীফ মেট্রোপলিটন ম্যাজিস্ট্রেট এর কার্যালয় xyxy=(417,458,543,468)
table-header-row xyxy=(377,602,584,616)
tafsil-title: তফসিল xyxy=(809,1265,835,1275)
accused-table xyxy=(17,1278,232,1339)
col-case: মামলার নম্বর ও ধারা xyxy=(497,602,584,616)
divider xyxy=(10,292,132,293)
notice-body: যেহেতু, নিম্ন তফসিলে উল্লেখিত আসামীর বিরুদ্ধে গ্রেফতারী পরোয়ানা জারী রহিয়াছে এবং যেহেতু ফৌজদারী কার্যবিধি ১৮৯৮ এর ৮৭ ধারা এবং ৮৮ ধারা বিধান মোতাবেক উক্ত আসামীর বিরুদ্ধে কার্যক্রম গ্রহণ করা হইয়াছে। এবং অত্র আদালতে বিশ্বাস করিবার কারণ রহিয়াছে যে, অত্র আদালতে বিচারার্থে উক্ত আসামী সোপর্দ/গ্রেফতার এড়াইবার জন্য পলাতক রহিয়াছে বা আত্মগোপন করিয়াছে এবং উক্ত আসামীকে শীঘ্রই গ্রেফতার করিবার সম্ভাবনা নাই। এক্ষণে যেহেতু, কার্যবিধি ৩৩৯ বি (১) ধারার বিধান অনুযায়ী উক্ত আসামীকে নিম্ন তফসিলে তাহার নামের পার্শ্বে লিখিত মামলা বিচারের জন্য আদেশ জারী হইবার ১০ দিনের মধ্যে বিজ্ঞ এম.এম আদালত নং-০৭ হাজির হইবার নির্দেশ দেওয়া যাইতেছে। অন্যথায় তাহার অনুপস্থিতিতে বিচার কার্য সমাধান করা হইবে। xyxy=(252,844,467,936)
section-name: দেশজুড়ে xyxy=(786,17,854,39)
ad-code: ঢা:কর-৬০/২৫ xyxy=(376,774,409,781)
bank-name: অগ্রণী ব্যাংক পিএলসি xyxy=(725,357,806,367)
terms-title: শর্তাবলী xyxy=(754,516,777,525)
notice-memo-row xyxy=(17,832,232,841)
signer-title: অতিরিক্ত চীফ মেট্রোপলিটন ম্যাজিস্ট্রেট xyxy=(542,1359,641,1368)
notice-office: চীফ মেট্রোপলিটন ম্যাজিস্ট্রেট এর কার্যালয় xyxy=(528,808,655,818)
memo-number: স্মারক নং-১৯০৬ xyxy=(150,482,195,491)
notice-body: যেহেতু, নিম্ন তফসিলে উল্লেখিত আসামীর বিরুদ্ধে গ্রেফতারী পরোয়ানা জারী রহিয়াছে এবং যেহেতু ফৌজদারী কার্যবিধি ১৮৯৮ এর ৮৭ ধারা এবং ৮৮ ধারা বিধান মোতাবেক উক্ত আসামীর বিরুদ্ধে কার্যক্রম গ্রহণ করা হইয়াছে। এবং অত্র আদালতে বিশ্বাস করিবার কারণ রহিয়াছে যে, অত্র আদালতে বিচারার্থে উক্ত আসামী সোপর্দ/গ্রেফতার এড়াইবার জন্য পলাতক রহিয়াছে বা আত্মগোপন করিয়াছে এবং উক্ত আসামীকে শীঘ্রই গ্রেফতার করিবার সম্ভাবনা নাই। এক্ষণে যেহেতু, কার্যবিধি ৩৩৯ বি (১) ধারার বিধান অনুযায়ী উক্ত আসামীকে নিম্ন তফসিলে তাহার নামের পার্শ্বে লিখিত মামলা বিচারের জন্য আদেশ জারী হইবার ১০ দিনের মধ্যে বিজ্ঞ এম.এম আদালত নং-০৭ হাজির হইবার নির্দেশ দেওয়া যাইতেছে। অন্যথায় তাহার অনুপস্থিতিতে বিচার কার্য সমাধান করা হইবে। xyxy=(252,1170,467,1262)
table-cell xyxy=(791,482,812,492)
accused-table xyxy=(376,602,584,671)
col-accused: আসামীর নাম ও ঠিকানা xyxy=(253,1278,377,1292)
table-cell: ৩৪২ xyxy=(708,482,732,492)
table-cell: ৩৪৩ xyxy=(708,492,732,502)
accused-details: রিজা খানম পিতা: মো: শাহ আলম খান বর্তমান ঠিকানা: বাসা ২৭/২৫ নং, শংকর, ঢাকা রেসিডেন্সিয়াল এলাকা ডাকঘর: মোহাম্মদপুর-১২০৭ থানা: মোহাম্মদপুর, জেলা: ঢাকা xyxy=(253,1293,377,1347)
memo-date: তারিখঃ ১০/০২/২৫ xyxy=(179,1158,232,1167)
notice-signature xyxy=(487,1359,696,1376)
